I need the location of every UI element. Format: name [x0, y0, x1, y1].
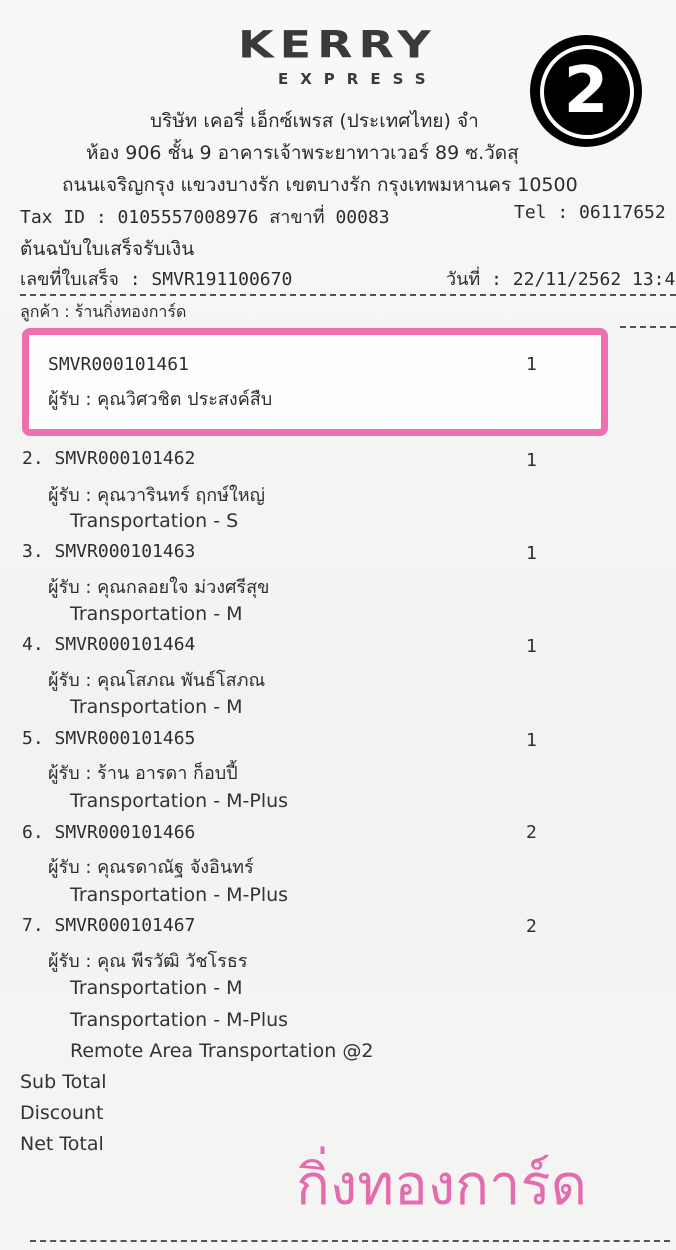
tax-id: Tax ID : 0105557008976 สาขาที่ 00083 — [20, 207, 390, 228]
item-service: Transportation - S — [70, 510, 239, 532]
address-line-1: ห้อง 906 ชั้น 9 อาคารเจ้าพระยาทาวเวอร์ 89 ซ.วัดสุ — [86, 142, 519, 164]
telephone: Tel : 06117652 — [514, 202, 666, 223]
item-code: 3. SMVR000101463 — [22, 541, 196, 562]
item-code: 5. SMVR000101465 — [22, 728, 196, 749]
receipt-title: ต้นฉบับใบเสร็จรับเงิน — [20, 238, 195, 260]
discount-label: Discount — [20, 1102, 104, 1124]
item-qty: 1 — [526, 354, 537, 375]
badge-number: 2 — [563, 54, 609, 128]
net-total-label: Net Total — [20, 1133, 104, 1155]
footer-divider — [30, 1240, 670, 1242]
receipt-date: วันที่ : 22/11/2562 13:4 — [446, 269, 676, 290]
header-divider — [20, 294, 676, 296]
item-recipient: ผู้รับ : คุณ พีรวัฒิ วัชโรธร — [48, 951, 248, 972]
customer-divider — [620, 326, 676, 328]
item-code: 2. SMVR000101462 — [22, 448, 196, 469]
item-qty: 2 — [526, 822, 537, 843]
item-code: 4. SMVR000101464 — [22, 634, 196, 655]
number-badge — [530, 35, 642, 147]
item-qty: 1 — [526, 636, 537, 657]
item-recipient: ผู้รับ : คุณวิศวชิต ประสงค์สืบ — [48, 389, 273, 410]
item-recipient: ผู้รับ : คุณโสภณ พันธ์โสภณ — [48, 670, 266, 691]
item-qty: 1 — [526, 543, 537, 564]
item-service: Transportation - M-Plus — [70, 1009, 289, 1031]
item-service: Transportation - M-Plus — [70, 884, 289, 906]
item-recipient: ผู้รับ : ร้าน อารดา ก็อบปี้ — [48, 763, 238, 784]
kerry-logo-text: KERRY — [238, 22, 437, 67]
item-code: SMVR000101461 — [48, 354, 189, 375]
shop-stamp: กิ่งทองการ์ด — [296, 1153, 587, 1218]
item-code: 6. SMVR000101466 — [22, 822, 196, 843]
item-code: 7. SMVR000101467 — [22, 915, 196, 936]
item-service: Transportation - M — [70, 603, 243, 625]
item-recipient: ผู้รับ : คุณกลอยใจ ม่วงศรีสุข — [48, 577, 270, 598]
address-line-2: ถนนเจริญกรุง แขวงบางรัก เขตบางรัก กรุงเทพมหานคร 10500 — [62, 174, 578, 196]
item-recipient: ผู้รับ : คุณวารินทร์ ฤกษ์ใหญ่ — [48, 485, 265, 506]
customer-name: ลูกค้า : ร้านกิ่งทองการ์ด — [20, 302, 187, 321]
highlight-box — [22, 328, 608, 436]
item-service: Transportation - M — [70, 977, 243, 999]
item-qty: 1 — [526, 730, 537, 751]
item-service: Remote Area Transportation @2 — [70, 1040, 374, 1062]
receipt-number: เลขที่ใบเสร็จ : SMVR191100670 — [20, 269, 293, 290]
sub-total-label: Sub Total — [20, 1071, 107, 1093]
company-name: บริษัท เคอรี่ เอ็กซ์เพรส (ประเทศไทย) จำ — [150, 110, 479, 132]
item-service: Transportation - M — [70, 696, 243, 718]
item-qty: 2 — [526, 916, 537, 937]
express-logo-text: EXPRESS — [278, 70, 438, 88]
item-recipient: ผู้รับ : คุณรดาณัฐ จังอินทร์ — [48, 857, 254, 878]
item-qty: 1 — [526, 450, 537, 471]
item-service: Transportation - M-Plus — [70, 790, 289, 812]
